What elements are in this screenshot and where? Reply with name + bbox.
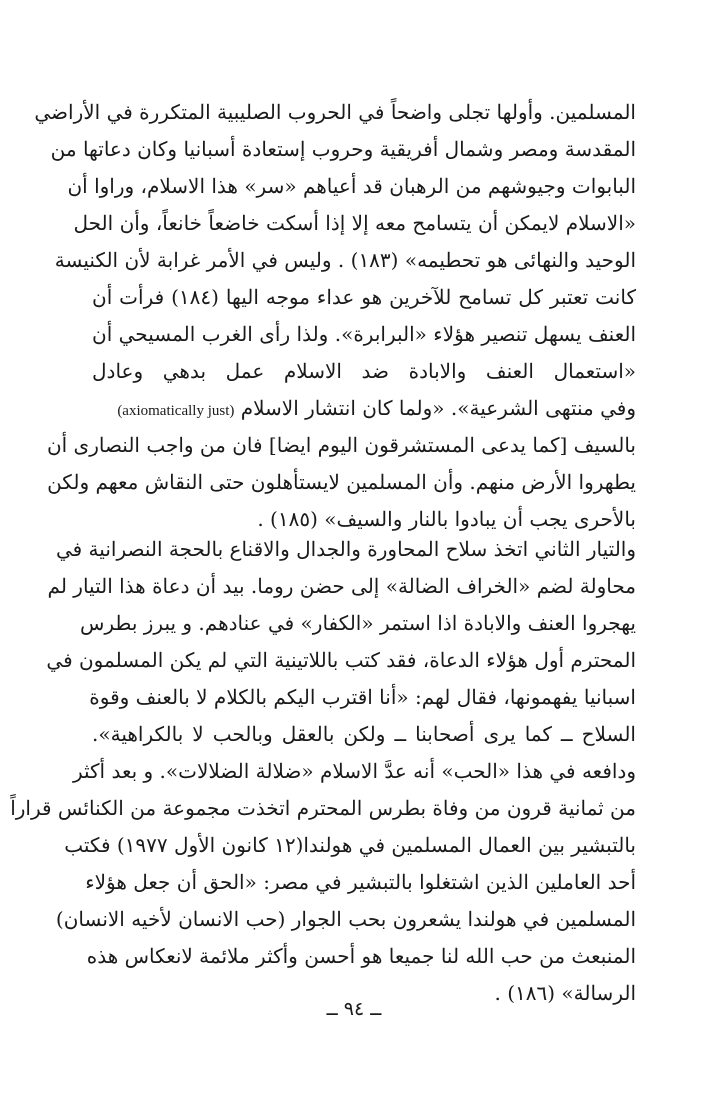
text-line: المحترم أول هؤلاء الدعاة، فقد كتب باللاتينية التي لم يكن المسلمون في — [46, 648, 636, 672]
text-line: محاولة لضم «الخراف الضالة» إلى حضن روما. بيد أن دعاة هذا التيار لم — [47, 574, 636, 598]
text-line: المقدسة ومصر وشمال أفريقية وحروب إستعادة أسبانيا وكان دعاتها من — [50, 137, 636, 161]
text-line: الوحيد والنهائى هو تحطيمه» (١٨٣) . وليس في الأمر غرابة لأن الكنيسة — [54, 248, 636, 272]
text-line: الرسالة» (١٨٦) . — [494, 981, 636, 1005]
text-line: بالتبشير بين العمال المسلمين في هولندا(١٢ كانون الأول ١٩٧٧) فكتب — [64, 833, 636, 857]
text-line: يطهروا الأرض منهم. وأن المسلمين لايستأهلون حتى النقاش معهم ولكن — [47, 470, 636, 494]
text-line: كانت تعتبر كل تسامح للآخرين هو عداء موجه اليها (١٨٤) فرأت أن — [92, 285, 636, 309]
latin-phrase: (axiomatically just) — [117, 403, 235, 419]
text-line: بالأحرى يجب أن يبادوا بالنار والسيف» (١٨٥) . — [257, 507, 636, 531]
text-line: «الاسلام لايمكن أن يتسامح معه إلا إذا أسكت خاضعاً خانعاً، وأن الحل — [73, 211, 636, 235]
text-line: اسبانيا يفهمونها، فقال لهم: «أنا اقترب اليكم بالكلام لا بالعنف وقوة — [89, 685, 636, 709]
paragraph-1 — [34, 94, 636, 538]
text-line: البابوات وجيوشهم من الرهبان قد أعياهم «سر» هذا الاسلام، وراوا أن — [67, 174, 636, 198]
text-line: المسلمين في هولندا يشعرون بحب الجوار (حب الانسان لأخيه الانسان) — [55, 907, 636, 931]
text-line: بالسيف [كما يدعى المستشرقون اليوم ايضا] فان من واجب النصارى أن — [46, 433, 636, 457]
text-line-with-latin — [92, 390, 636, 427]
page-number: ــ ٩٤ ــ — [326, 998, 382, 1020]
text-line: من ثمانية قرون من وفاة بطرس المحترم اتخذت مجموعة من الكنائس قراراً — [10, 796, 636, 820]
paragraph-2 — [10, 531, 636, 1012]
text-line: أحد العاملين الذين اشتغلوا بالتبشير في مصر: «الحق أن جعل هؤلاء — [85, 870, 636, 894]
text-line: والتيار الثاني اتخذ سلاح المحاورة والجدال والاقناع بالحجة النصرانية في — [55, 537, 636, 561]
text-line: ودافعه في هذا «الحب» أنه عدَّ الاسلام «ضلالة الضلالات». و بعد أكثر — [72, 759, 636, 783]
text-line: العنف يسهل تنصير هؤلاء «البرابرة». ولذا رأى الغرب المسيحي أن — [92, 322, 636, 346]
text-segment: وفي منتهى الشرعية». «ولما كان انتشار الاسلام — [240, 396, 636, 420]
text-line: المنبعث من حب الله لنا جميعا هو أحسن وأكثر ملائمة لانعكاس هذه — [86, 944, 636, 968]
text-line: السلاح ــ كما يرى أصحابنا ــ ولكن بالعقل وبالحب لا بالكراهية». — [92, 722, 636, 746]
text-line: يهجروا العنف والابادة اذا استمر «الكفار» في عنادهم. و يبرز بطرس — [79, 611, 636, 635]
text-line: «استعمال العنف والابادة ضد الاسلام عمل بدهي وعادل — [92, 359, 636, 383]
text-line: المسلمين. وأولها تجلى واضحاً في الحروب الصليبية المتكررة في الأراضي — [34, 100, 636, 124]
